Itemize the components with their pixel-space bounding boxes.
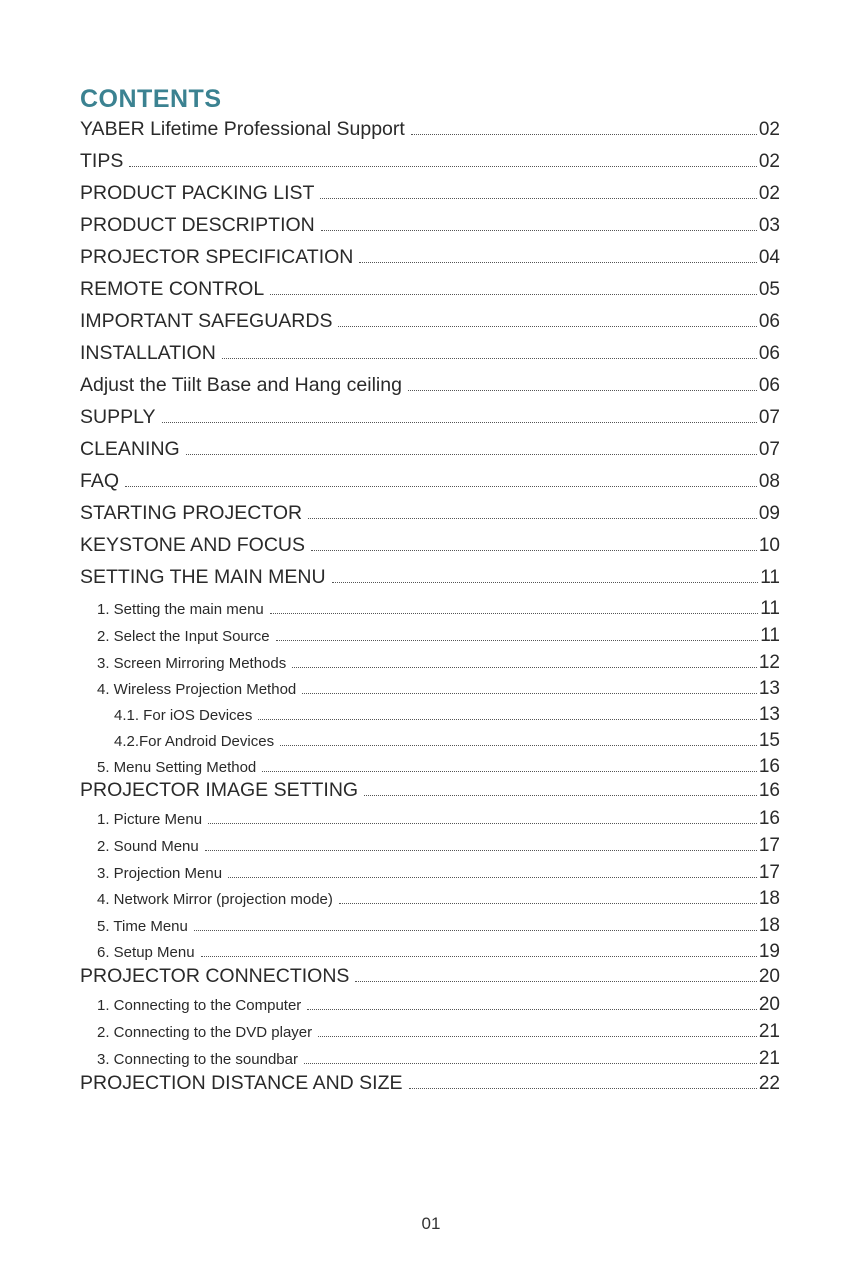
toc-entry-page: 05 — [758, 279, 780, 300]
toc-entry[interactable] — [80, 566, 780, 596]
dot-leader — [276, 640, 759, 641]
dot-leader — [408, 390, 757, 391]
toc-entry[interactable] — [80, 704, 780, 730]
toc-entry-page: 18 — [758, 888, 780, 909]
toc-entry-label: 6. Setup Menu — [97, 944, 195, 961]
toc-entry[interactable] — [80, 310, 780, 340]
toc-entry[interactable] — [80, 1021, 780, 1047]
dot-leader — [302, 693, 757, 694]
toc-entry-label: 3. Screen Mirroring Methods — [97, 655, 287, 672]
dot-leader — [194, 930, 757, 931]
toc-entry[interactable] — [80, 598, 780, 624]
toc-entry-page: 11 — [760, 598, 780, 619]
toc-entry-page: 13 — [758, 704, 780, 725]
dot-leader — [162, 422, 757, 423]
dot-leader — [364, 795, 757, 796]
toc-entry-label: 2. Connecting to the DVD player — [97, 1024, 313, 1041]
toc-entry-page: 16 — [758, 756, 780, 777]
dot-leader — [280, 745, 757, 746]
toc-entry-page: 20 — [758, 966, 780, 987]
toc-entry-label: CLEANING — [80, 438, 180, 460]
toc-entry[interactable] — [80, 941, 780, 967]
toc-entry-label: SUPPLY — [80, 406, 156, 428]
toc-entry[interactable] — [80, 994, 780, 1020]
dot-leader — [321, 230, 757, 231]
toc-entry-page: 02 — [758, 119, 780, 140]
toc-entry-page: 06 — [758, 343, 780, 364]
dot-leader — [228, 877, 757, 878]
dot-leader — [409, 1088, 757, 1089]
toc-entry-page: 07 — [758, 407, 780, 428]
dot-leader — [201, 956, 757, 957]
toc-entry[interactable] — [80, 779, 780, 809]
toc-entry-label: PROJECTION DISTANCE AND SIZE — [80, 1072, 403, 1094]
toc-entry[interactable] — [80, 888, 780, 914]
toc-entry[interactable] — [80, 965, 780, 995]
toc-entry[interactable] — [80, 470, 780, 500]
dot-leader — [311, 550, 757, 551]
toc-entry[interactable] — [80, 214, 780, 244]
toc-entry[interactable] — [80, 150, 780, 180]
toc-entry-label: 5. Time Menu — [97, 918, 188, 935]
dot-leader — [270, 294, 757, 295]
toc-entry-label: 2. Select the Input Source — [97, 628, 270, 645]
toc-entry-label: 2. Sound Menu — [97, 838, 199, 855]
toc-entry-page: 06 — [758, 311, 780, 332]
toc-entry-label: SETTING THE MAIN MENU — [80, 566, 326, 588]
toc-entry-page: 03 — [758, 215, 780, 236]
dot-leader — [332, 582, 759, 583]
toc-entry-label: 3. Connecting to the soundbar — [97, 1051, 298, 1068]
toc-entry-page: 13 — [758, 678, 780, 699]
contents-title: CONTENTS — [80, 85, 222, 113]
toc-entry-label: PRODUCT DESCRIPTION — [80, 214, 315, 236]
toc-entry[interactable] — [80, 278, 780, 308]
dot-leader — [304, 1063, 757, 1064]
toc-entry-page: 16 — [758, 780, 780, 801]
toc-entry-label: 4. Network Mirror (projection mode) — [97, 891, 333, 908]
toc-entry[interactable] — [80, 915, 780, 941]
toc-entry-page: 21 — [758, 1021, 780, 1042]
toc-entry-label: PROJECTOR IMAGE SETTING — [80, 779, 359, 801]
toc-entry-page: 21 — [758, 1048, 780, 1069]
toc-entry-page: 22 — [758, 1073, 780, 1094]
toc-entry[interactable] — [80, 678, 780, 704]
dot-leader — [270, 613, 759, 614]
toc-entry-page: 15 — [758, 730, 780, 751]
toc-entry-page: 18 — [758, 915, 780, 936]
toc-entry-page: 07 — [758, 439, 780, 460]
toc-entry-label: 5. Menu Setting Method — [97, 759, 257, 776]
toc-entry-page: 10 — [758, 535, 780, 556]
toc-entry[interactable] — [80, 534, 780, 564]
dot-leader — [338, 326, 756, 327]
toc-entry-label: INSTALLATION — [80, 342, 216, 364]
toc-entry-page: 20 — [758, 994, 780, 1015]
toc-entry-page: 06 — [758, 375, 780, 396]
page-number: 01 — [421, 1214, 441, 1233]
toc-entry-label: IMPORTANT SAFEGUARDS — [80, 310, 333, 332]
toc-entry-page: 19 — [758, 941, 780, 962]
toc-entry-label: 4. Wireless Projection Method — [97, 681, 297, 698]
toc-entry-page: 04 — [758, 247, 780, 268]
toc-entry-label: Adjust the Tiilt Base and Hang ceiling — [80, 374, 402, 396]
toc-entry[interactable] — [80, 1048, 780, 1074]
dot-leader — [355, 981, 756, 982]
dot-leader — [308, 518, 757, 519]
toc-entry[interactable] — [80, 625, 780, 651]
toc-entry-label: 1. Connecting to the Computer — [97, 997, 302, 1014]
toc-entry-label: PROJECTOR CONNECTIONS — [80, 965, 350, 987]
toc-entry[interactable] — [80, 118, 780, 148]
dot-leader — [262, 771, 757, 772]
toc-entry-label: 3. Projection Menu — [97, 865, 223, 882]
toc-entry[interactable] — [80, 652, 780, 678]
dot-leader — [186, 454, 757, 455]
toc-entry[interactable] — [80, 438, 780, 468]
toc-entry-label: PRODUCT PACKING LIST — [80, 182, 315, 204]
toc-entry-label: TIPS — [80, 150, 124, 172]
toc-entry-page: 11 — [760, 625, 780, 646]
dot-leader — [320, 198, 756, 199]
toc-entry-label: FAQ — [80, 470, 120, 492]
toc-entry[interactable] — [80, 182, 780, 212]
dot-leader — [411, 134, 757, 135]
toc-entry[interactable] — [80, 862, 780, 888]
dot-leader — [318, 1036, 757, 1037]
toc-entry-page: 17 — [758, 862, 780, 883]
dot-leader — [307, 1009, 757, 1010]
dot-leader — [208, 823, 757, 824]
dot-leader — [129, 166, 757, 167]
toc-entry-label: STARTING PROJECTOR — [80, 502, 303, 524]
dot-leader — [359, 262, 756, 263]
toc-entry-page: 12 — [758, 652, 780, 673]
toc-entry-label: 1. Setting the main menu — [97, 601, 264, 618]
toc-entry-page: 02 — [758, 183, 780, 204]
toc-entry-label: 4.2.For Android Devices — [114, 733, 275, 750]
dot-leader — [339, 903, 757, 904]
toc-entry[interactable] — [80, 1072, 780, 1102]
toc-entry-label: REMOTE CONTROL — [80, 278, 265, 300]
toc-entry-page: 11 — [760, 567, 780, 588]
toc-entry[interactable] — [80, 502, 780, 532]
toc-entry-page: 17 — [758, 835, 780, 856]
toc-entry-page: 09 — [758, 503, 780, 524]
toc-entry[interactable] — [80, 808, 780, 834]
dot-leader — [292, 667, 757, 668]
dot-leader — [258, 719, 756, 720]
toc-entry[interactable] — [80, 342, 780, 372]
toc-entry[interactable] — [80, 835, 780, 861]
toc-entry-page: 16 — [758, 808, 780, 829]
toc-entry[interactable] — [80, 730, 780, 756]
toc-entry[interactable] — [80, 406, 780, 436]
toc-entry-label: 1. Picture Menu — [97, 811, 203, 828]
toc-entry-label: KEYSTONE AND FOCUS — [80, 534, 306, 556]
toc-entry-page: 02 — [758, 151, 780, 172]
toc-entry-page: 08 — [758, 471, 780, 492]
toc-entry-label: PROJECTOR SPECIFICATION — [80, 246, 354, 268]
dot-leader — [205, 850, 757, 851]
toc-entry-label: YABER Lifetime Professional Support — [80, 118, 405, 140]
toc-entry[interactable] — [80, 374, 780, 404]
toc-entry-label: 4.1. For iOS Devices — [114, 707, 253, 724]
dot-leader — [222, 358, 757, 359]
dot-leader — [125, 486, 757, 487]
toc-entry[interactable] — [80, 246, 780, 276]
